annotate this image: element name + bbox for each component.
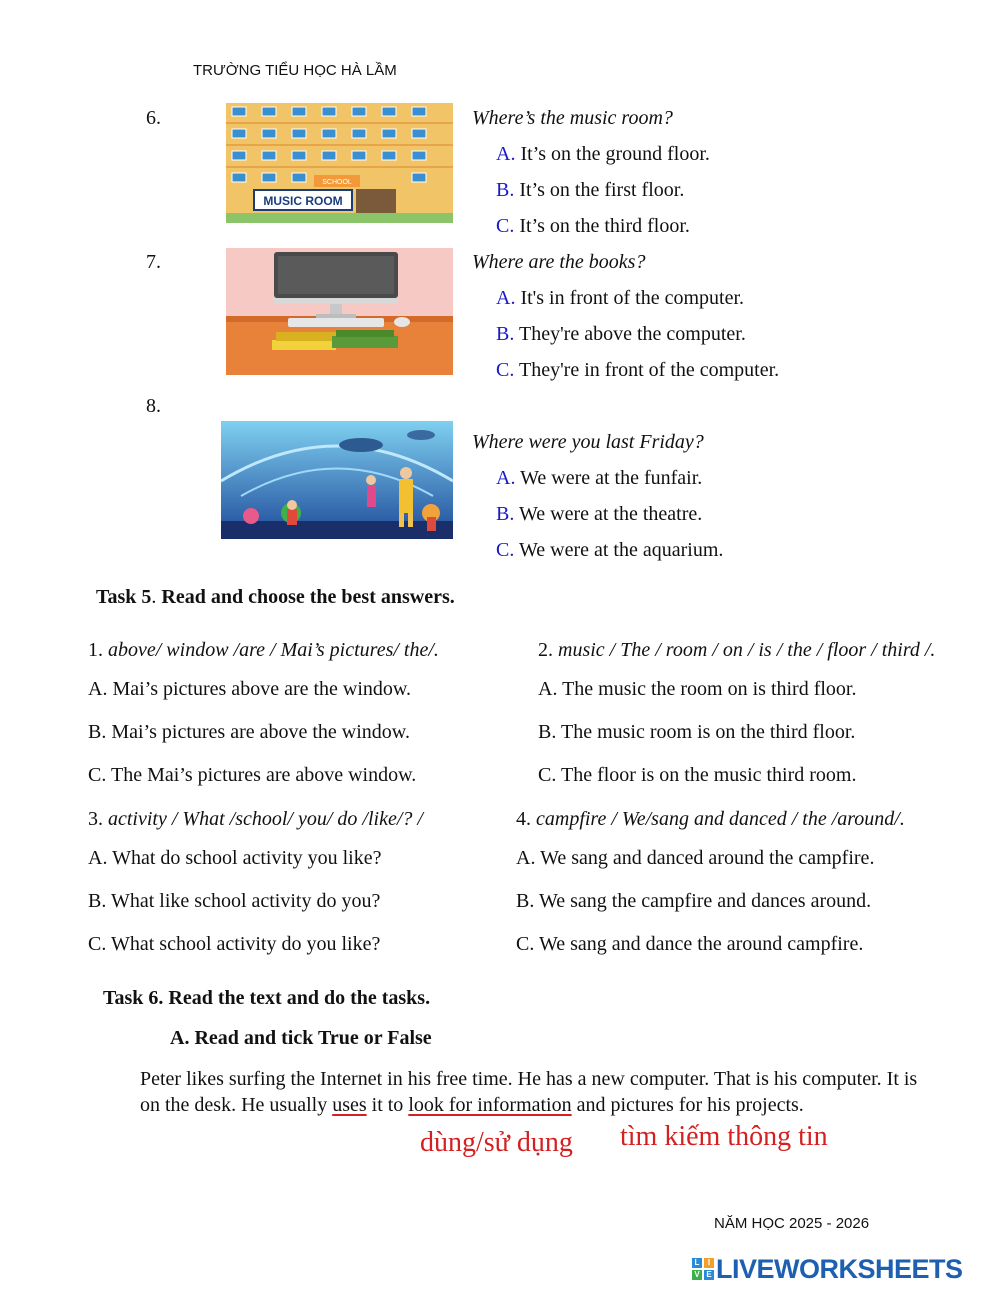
option-letter: A. — [496, 143, 516, 165]
school-year: NĂM HỌC 2025 - 2026 — [714, 1215, 870, 1232]
task5-option[interactable]: A. The music the room on is third floor. — [538, 678, 857, 700]
task6-subtitle: A. Read and tick True or False — [170, 1027, 432, 1049]
option-c[interactable] — [496, 359, 779, 382]
logo-icon — [692, 1258, 714, 1280]
option-letter: C. — [496, 215, 515, 237]
logo-text: LIVEWORKSHEETS — [716, 1254, 963, 1284]
logo-icon-letter: E — [704, 1270, 714, 1280]
question-text: Where are the books? — [472, 251, 646, 273]
task5-prompt: 4. campfire / We/sang and danced / the /around/. — [516, 808, 905, 830]
computer-books-image — [226, 248, 453, 375]
reading-passage: Peter likes surfing the Internet in his free time. He has a new computer. That is his computer. It is on the desk. He usually uses it to look for information and pictures for his projects. — [140, 1068, 918, 1116]
question-number: 8. — [146, 395, 161, 417]
option-b[interactable] — [496, 323, 746, 346]
logo-icon-letter: I — [704, 1258, 714, 1268]
option-a[interactable] — [496, 287, 744, 310]
question-text: Where were you last Friday? — [472, 431, 704, 453]
logo-icon-letter: L — [692, 1258, 702, 1268]
option-text: It’s on the ground floor. — [520, 143, 710, 165]
task5-option[interactable]: A. What do school activity you like? — [88, 847, 382, 869]
option-text: It’s on the first floor. — [519, 179, 685, 201]
option-letter: C. — [496, 539, 515, 561]
option-text: It's in front of the computer. — [520, 287, 745, 309]
music-room-image — [226, 103, 453, 223]
task5-option[interactable]: B. The music room is on the third floor. — [538, 721, 856, 743]
task5-option[interactable]: A. We sang and danced around the campfire. — [516, 847, 875, 869]
task5-option[interactable]: C. The Mai’s pictures are above window. — [88, 764, 417, 786]
logo-icon-letter: V — [692, 1270, 702, 1280]
task5-option[interactable]: C. What school activity do you like? — [88, 933, 381, 955]
option-letter: C. — [496, 359, 515, 381]
question-number: 6. — [146, 107, 161, 129]
task5-option[interactable]: C. We sang and dance the around campfire. — [516, 933, 864, 955]
option-text: They're in front of the computer. — [518, 359, 780, 381]
task5-option[interactable]: B. What like school activity do you? — [88, 890, 381, 912]
option-text: We were at the aquarium. — [518, 539, 724, 561]
task5-prompt: 2. music / The / room / on / is / the / floor / third /. — [538, 639, 936, 661]
option-c[interactable] — [496, 215, 690, 238]
option-letter: B. — [496, 503, 515, 525]
aquarium-image — [221, 421, 453, 539]
highlight-uses: uses — [332, 1094, 367, 1116]
school-sign-text: SCHOOL — [322, 179, 352, 186]
option-a[interactable] — [496, 143, 710, 166]
option-letter: A. — [496, 467, 516, 489]
task5-title: Task 5. Read and choose the best answers. — [96, 586, 455, 608]
task5-option[interactable]: B. We sang the campfire and dances around. — [516, 890, 872, 912]
task5-option[interactable]: B. Mai’s pictures are above the window. — [88, 721, 410, 743]
task6-title: Task 6. Read the text and do the tasks. — [103, 987, 431, 1009]
school-header: TRƯỜNG TIỂU HỌC HÀ LẦM — [193, 62, 397, 79]
option-text: They're above the computer. — [518, 323, 746, 345]
option-a[interactable] — [496, 467, 702, 490]
option-b[interactable] — [496, 179, 684, 202]
option-letter: B. — [496, 323, 515, 345]
question-number: 7. — [146, 251, 161, 273]
option-text: We were at the funfair. — [520, 467, 703, 489]
option-letter: A. — [496, 287, 516, 309]
highlight-look-for-information: look for information — [408, 1094, 572, 1116]
annotation-look-for-information: tìm kiếm thông tin — [620, 1121, 828, 1152]
option-text: It’s on the third floor. — [519, 215, 690, 237]
option-c[interactable] — [496, 539, 723, 562]
task5-option[interactable]: A. Mai’s pictures above are the window. — [88, 678, 412, 700]
option-b[interactable] — [496, 503, 702, 526]
task5-prompt: 3. activity / What /school/ you/ do /like/? / — [88, 808, 423, 830]
annotation-uses: dùng/sử dụng — [420, 1127, 573, 1158]
task5-prompt: 1. above/ window /are / Mai’s pictures/ the/. — [88, 639, 439, 661]
music-room-sign-text: MUSIC ROOM — [263, 194, 343, 208]
question-text: Where’s the music room? — [472, 107, 673, 129]
option-letter: B. — [496, 179, 515, 201]
task5-option[interactable]: C. The floor is on the music third room. — [538, 764, 857, 786]
option-text: We were at the theatre. — [518, 503, 703, 525]
